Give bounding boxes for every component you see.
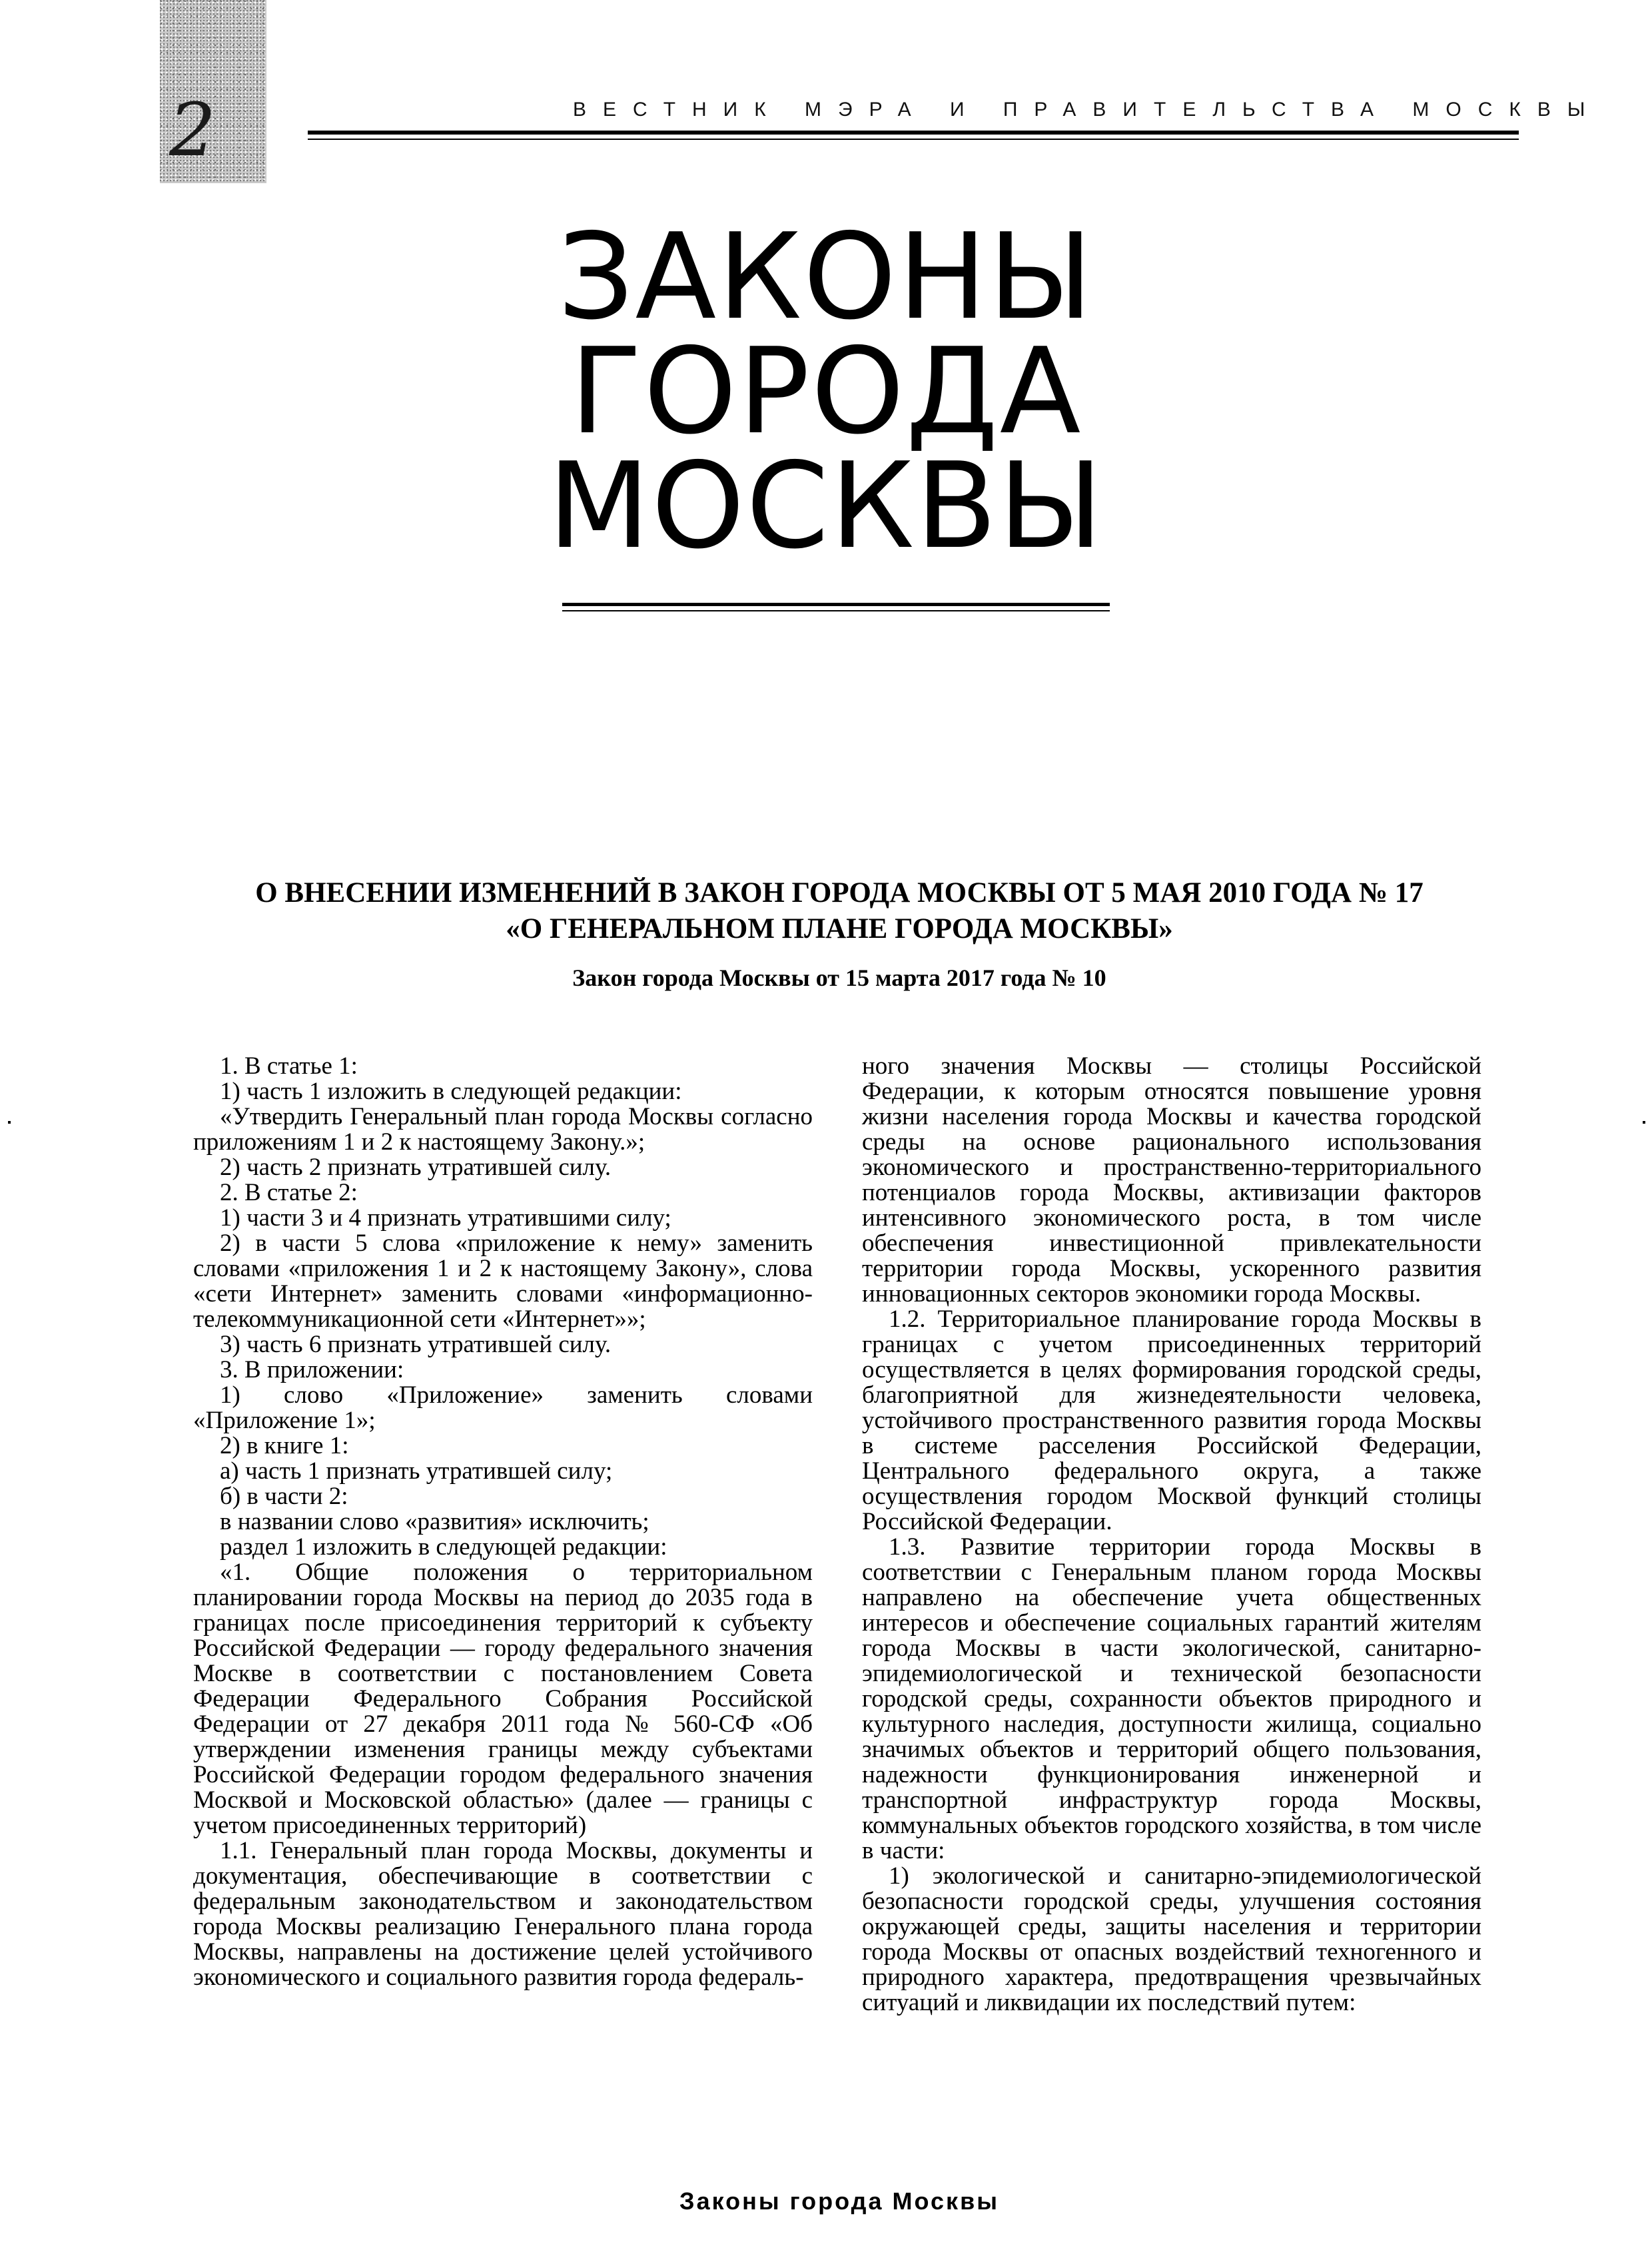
- paragraph: 1) слово «Приложение» заменить словами «Приложение 1»;: [193, 1381, 813, 1434]
- paragraph-continuation: ного значения Москвы — столицы Российской Федерации, к которым относятся повышение уровня жизни населения города Москвы и качества городской среды на основе рационального использования экономического и пространственно-территориального потенциалов города Москвы, активизации факторов интенсивного экономического роста, в том числе обеспечения инвестиционной привлекательности территории города Москвы, ускоренного развития инновационных секторов экономики города Москвы.: [862, 1052, 1481, 1308]
- paragraph: 1.2. Территориальное планирование города Москвы в границах с учетом присоединенных территорий осуществляется в целях формирования городской среды, благоприятной для жизнедеятельности человека, устойчивого пространственного развития города Москвы в системе расселения Российской Федерации, Центрального федерального округа, а также осуществления городом Москвой функций столицы Российской Федерации.: [862, 1306, 1481, 1535]
- paragraph: 3. В приложении:: [220, 1356, 404, 1383]
- paragraph: 1.1. Генеральный план города Москвы, документы и документация, обеспечивающие в соответствии с федеральным законодательством и законодательством города Москвы реализацию Генерального плана города Москвы, направлены на достижение целей устойчивого экономического и социального развития города федераль-: [193, 1837, 813, 1991]
- paragraph: б) в части 2:: [220, 1483, 348, 1510]
- document-title: [160, 875, 1519, 947]
- paragraph: 2) часть 2 признать утратившей силу.: [220, 1154, 612, 1181]
- paragraph: в названии слово «развития» исключить;: [220, 1508, 649, 1535]
- paragraph: раздел 1 изложить в следующей редакции:: [220, 1533, 667, 1561]
- paragraph: «1. Общие положения о территориальном планировании города Москвы на период до 2035 года в границах после присоединения территорий к субъекту Российской Федерации — городу федерального значения Москве в соответствии с постановлением Совета Федерации Федерального Собрания Российской Федерации от 27 декабря 2011 года № 560-СФ «Об утверждении изменения границы между субъектами Российской Федерации городом федерального значения Москвой и Московской областью» (далее — границы с учетом присоединенных территорий): [193, 1559, 813, 1839]
- paragraph: «Утвердить Генеральный план города Москвы согласно приложениям 1 и 2 к настоящему Закону.»;: [193, 1103, 813, 1156]
- paragraph: 1) экологической и санитарно-эпидемиологической безопасности городской среды, улучшения состояния окружающей среды, защиты населения и территории города Москвы от опасных воздействий техногенного и природного характера, предотвращения чрезвычайных ситуаций и ликвидации их последствий путем:: [862, 1862, 1481, 2016]
- document-title-line: О ВНЕСЕНИИ ИЗМЕНЕНИЙ В ЗАКОН ГОРОДА МОСКВЫ ОТ 5 МАЯ 2010 ГОДА № 17: [255, 877, 1424, 909]
- crop-mark-left: [8, 1121, 11, 1124]
- paragraph: 2) в части 5 слова «приложение к нему» заменить словами «приложения 1 и 2 к настоящему Закону», слова «сети Интернет» заменить словами «информационно-телекоммуникационной сети «Интернет»»;: [193, 1230, 813, 1333]
- crop-mark-right: [1643, 1121, 1645, 1124]
- body-left-column: [193, 1054, 813, 1990]
- paragraph: 3) часть 6 признать утратившей силу.: [220, 1331, 612, 1358]
- paragraph: 1.3. Развитие территории города Москвы в соответствии с Генеральным планом города Москвы направлено на обеспечение учета общественных интересов и обеспечение социальных гарантий жителям города Москвы в части экологической, санитарно-эпидемиологической и технической безопасности городской среды, сохранности объектов природного и культурного наследия, доступности жилища, социально значимых объектов и территорий общего пользования, надежности функционирования инженерной и транспортной инфраструктур города Москвы, коммунальных объектов городского хозяйства, в том числе в части:: [862, 1533, 1481, 1864]
- section-title: [426, 208, 1226, 575]
- section-title-line: ЗАКОНЫ: [558, 208, 1094, 346]
- header-rule-thick: [308, 131, 1519, 135]
- title-rule-thick: [562, 603, 1110, 606]
- document-subtitle: Закон города Москвы от 15 марта 2017 года № 10: [572, 964, 1106, 991]
- paragraph: 1) части 3 и 4 признать утратившими силу;: [220, 1204, 671, 1232]
- paragraph: 2. В статье 2:: [220, 1179, 358, 1206]
- body-right-column: [862, 1054, 1481, 2016]
- title-rule-thin: [562, 610, 1110, 611]
- page-footer: Законы города Москвы: [679, 2187, 999, 2215]
- paragraph: 1. В статье 1:: [220, 1052, 358, 1080]
- running-head-title: ВЕСТНИК МЭРА И ПРАВИТЕЛЬСТВА МОСКВЫ: [573, 99, 1602, 121]
- page-number: 2: [169, 87, 216, 173]
- paragraph: 1) часть 1 изложить в следующей редакции:: [220, 1078, 682, 1105]
- section-title-line: МОСКВЫ: [548, 437, 1104, 575]
- paragraph: 2) в книге 1:: [220, 1432, 349, 1459]
- document-title-line: «О ГЕНЕРАЛЬНОМ ПЛАНЕ ГОРОДА МОСКВЫ»: [506, 913, 1173, 944]
- header-rule-thin: [308, 139, 1519, 140]
- section-title-line: ГОРОДА: [570, 322, 1082, 460]
- paragraph: а) часть 1 признать утратившей силу;: [220, 1457, 613, 1485]
